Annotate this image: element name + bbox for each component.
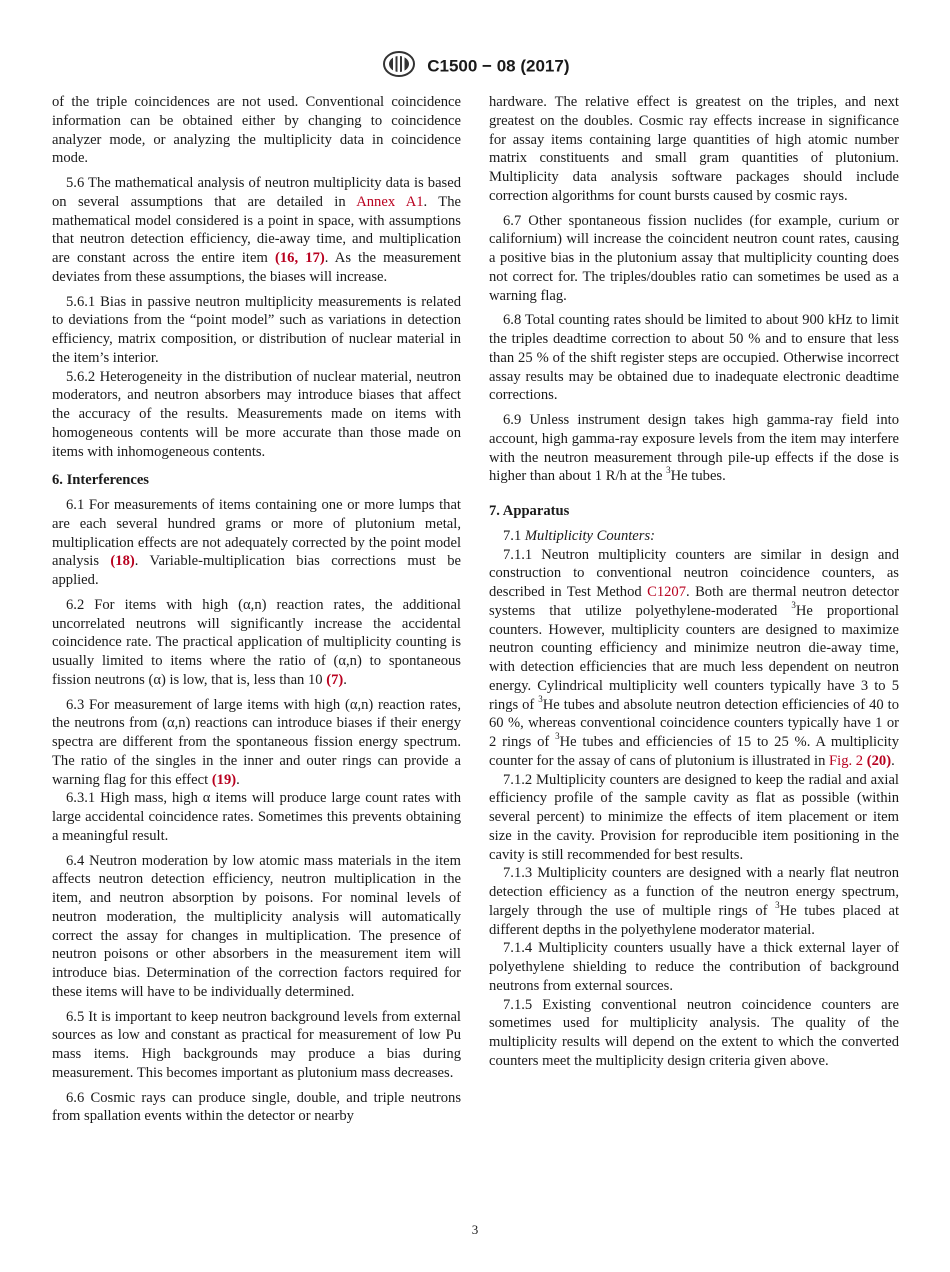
paragraph-7-1-3: 7.1.3 Multiplicity counters are designed with a nearly flat neutron detection efficiency as a function of the neutron energy spectrum, largely through the use of multiple rings of $^3$He tubes placed at different depths in the polyethylene moderator material. (489, 865, 899, 938)
paragraph-6-9: 6.9 Unless instrument design takes high gamma-ray field into account, high gamma-ray exposure levels from the item may interfere with the neutron measurement through pile-up effects if the dose is higher than about 1 R/h at the $^3$He tubes. (489, 412, 899, 485)
paragraph-7-1: 7.1 Multiplicity Counters: (503, 527, 656, 544)
paragraph-6-3: 6.3 For measurement of large items with high (α,n) reaction rates, the neutrons from (α,n) reactions can introduce biases if their energy spectra are different from the spontaneous fission energy spectrum. The ratio of the singles in the inner and outer rings can provide a warning flag for this effect (19). (52, 696, 461, 788)
paragraph-6-7: 6.7 Other spontaneous fission nuclides (for example, curium or californium) will increase the coincident neutron count rates, causing a positive bias in the plutonium assay that multiplicity counting does not correct for. The triples/doubles ratio can sometimes be used as a warning flag. (489, 212, 899, 304)
paragraph-6-4: 6.4 Neutron moderation by low atomic mass materials in the item affects neutron detection efficiency, neutron multiplication in the item, and neutron absorption by poisons. For nominal levels of neutron moderation, the multiplicity analysis will automatically correct the assay for changes in multiplication. The presence of neutron poisons or other absorbers in the measurement item will introduce bias. Determination of the correction factors required for these items will have to be individually determined. (52, 852, 461, 1000)
page-header (0, 50, 950, 83)
section-heading-6: 6. Interferences (52, 472, 149, 489)
reference-link[interactable]: (7) (326, 671, 344, 688)
paragraph-6-8: 6.8 Total counting rates should be limited to about 900 kHz to limit the triples deadtime correction to about 50 % and to ensure that less than 25 % of the shift register steps are occupied. Otherwise incorrect assay results may be obtained due to inadequate electronic deadtime corrections. (489, 312, 899, 404)
paragraph-5-6-2: 5.6.2 Heterogeneity in the distribution of nuclear material, neutron moderators, and neutron absorbers may introduce biases that affect the accuracy of the results. Measurements made on items with homogeneous contents will be more accurate than those made on items with inhomogeneous contents. (52, 368, 461, 460)
figure-2-link[interactable]: Fig. 2 (829, 752, 864, 769)
paragraph: of the triple coincidences are not used. Conventional coincidence information can be obtained either by changing to coincidence analyzer mode, or analyzing the multiplicity data in coincidence mode. (52, 94, 461, 167)
paragraph-7-1-5: 7.1.5 Existing conventional neutron coincidence counters are sometimes used for multiplicity analysis. The quality of the multiplicity results will depend on the extent to which the converted counters meet the multiplicity design criteria given above. (489, 996, 899, 1069)
c1207-link[interactable]: C1207 (647, 584, 687, 600)
paragraph-6-6: 6.6 Cosmic rays can produce single, double, and triple neutrons from spallation events within the detector or nearby (52, 1089, 461, 1125)
paragraph-7-1-2: 7.1.2 Multiplicity counters are designed to keep the radial and axial efficiency profile of the sample cavity as flat as possible (within several percent) to minimize the effects of item placement or item size in the cavity. Provision for reproducible item positioning in the cavity is still recommended for best results. (489, 771, 899, 863)
section-heading-7: 7. Apparatus (489, 503, 570, 519)
reference-link[interactable]: (16, 17) (275, 250, 325, 266)
left-column (52, 93, 461, 1132)
standard-designation: C1500 − 08 (2017) (427, 56, 570, 76)
paragraph: hardware. The relative effect is greatest on the triples, and next greatest on the doubles. Cosmic ray effects increase in significance for assay items containing large quantities of high atomic number matrix constituents and small gram quantities of plutonium. Multiplicity data analysis software packages should include correction algorithms for count bursts caused by cosmic rays. (489, 94, 899, 204)
paragraph-5-6: 5.6 The mathematical analysis of neutron multiplicity data is based on several assumptions that are detailed in Annex A1. The mathematical model considered is a point in space, with assumptions that neutron detection efficiency, die-away time, and multiplication are constant across the entire item (16, 17). As the measurement deviates from these assumptions, the biases will increase. (52, 175, 461, 285)
reference-link[interactable]: (18) (110, 553, 135, 570)
paragraph-7-1-4: 7.1.4 Multiplicity counters usually have a thick external layer of polyethylene shielding to reduce the contribution of background neutrons from external sources. (489, 940, 899, 994)
paragraph-6-2: 6.2 For items with high (α,n) reaction rates, the additional uncorrelated neutrons will significantly increase the accidental coincidence rate. The practical application of multiplicity counting is usually limited to items where the ratio of (α,n) to spontaneous fission neutrons (α) is low, that is, less than 10 (7). (52, 596, 461, 688)
right-column (489, 93, 899, 1071)
paragraph-6-3-1: 6.3.1 High mass, high α items will produce large count rates with large accidental coincidence rates. Sometimes this prevents obtaining a meaningful result. (52, 790, 461, 844)
annex-a1-link[interactable]: Annex A1 (356, 193, 424, 210)
paragraph-6-5: 6.5 It is important to keep neutron background levels from external sources as low and constant as practical for measurement of low Pu mass items. High backgrounds may produce a bias during measurement. This becomes important as plutonium mass decreases. (52, 1008, 461, 1081)
page-number: 3 (471, 1222, 479, 1237)
reference-link[interactable]: (20) (866, 752, 892, 769)
paragraph-7-1-1: 7.1.1 Neutron multiplicity counters are similar in design and construction to conventional neutron coincidence counters, as described in Test Method C1207. Both are thermal neutron detector systems that utilize polyethylene-moderated $^3$He proportional counters. However, multiplicity counters are designed to maximize neutron counting efficiency and minimize neutron die-away time, with detection efficiencies that are much less dependent on neutron energy. Cylindrical multiplicity well counters typically have 3 to 5 rings of $^3$He tubes and absolute neutron detection efficiencies of 40 to 60 %, whereas conventional coincidence counters typically have 1 or 2 rings of $^3$He tubes and efficiencies of 15 to 25 %. A multiplicity counter for the assay of cans of plutonium is illustrated in Fig. 2 (20). (489, 546, 900, 769)
paragraph-5-6-1: 5.6.1 Bias in passive neutron multiplicity measurements is related to deviations from the “point model” such as variations in detection efficiency, matrix composition, or distribution of nuclear material in the item’s interior. (52, 293, 461, 366)
reference-link[interactable]: (19) (211, 771, 237, 788)
astm-logo-icon (381, 50, 417, 83)
paragraph-6-1: 6.1 For measurements of items containing one or more lumps that are each several hundred grams or more of plutonium metal, multiplication effects are not adequately corrected by the point model analysis (18). Variable-multiplication bias corrections must be applied. (52, 497, 461, 588)
